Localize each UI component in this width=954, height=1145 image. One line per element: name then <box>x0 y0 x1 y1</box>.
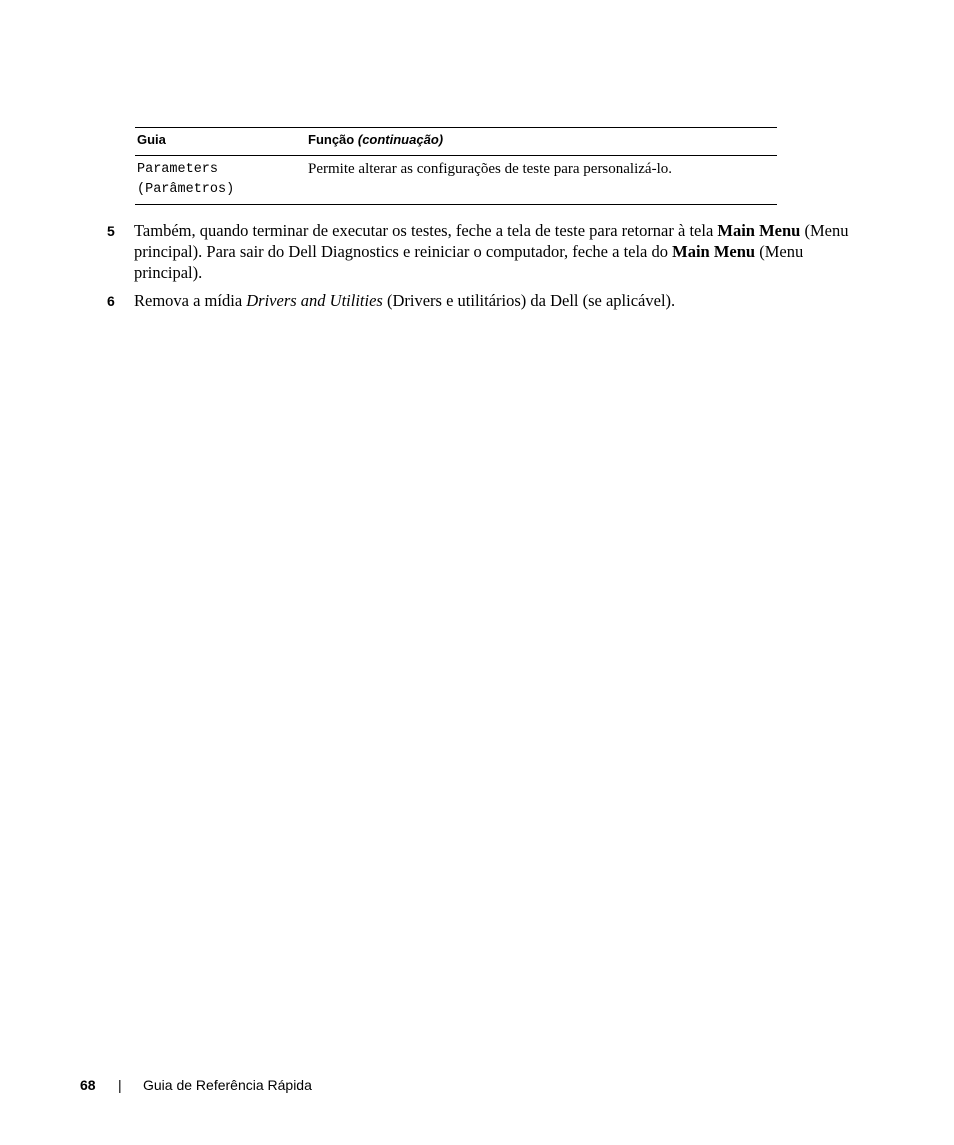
function-cell: Permite alterar as configurações de teste para personalizá-lo. <box>308 161 672 177</box>
step-text-a: Remova a mídia <box>134 291 247 310</box>
header-function-label: Função <box>308 132 355 147</box>
step-5 <box>107 220 857 283</box>
table-bottom-rule <box>135 204 777 205</box>
step-text <box>134 220 857 283</box>
document-title: Guia de Referência Rápida <box>143 1077 312 1093</box>
step-text-b: (Menu principal). Para sair do Dell Diagnostics e reiniciar o computador, feche a tela do <box>134 221 849 261</box>
table-header <box>135 128 777 155</box>
main-menu-term: Main Menu <box>672 242 756 261</box>
media-title: Drivers and Utilities <box>246 291 383 310</box>
step-6 <box>107 290 857 311</box>
step-text-c: (Menu principal). <box>134 242 804 282</box>
function-table <box>135 127 777 205</box>
table-row <box>135 156 777 204</box>
step-text-b: (Drivers e utilitários) da Dell (se aplicável). <box>382 291 676 310</box>
page-number: 68 <box>80 1077 96 1093</box>
main-menu-term: Main Menu <box>717 221 801 240</box>
step-number: 5 <box>107 223 115 239</box>
tab-name-line2: (Parâmetros) <box>137 182 235 197</box>
tab-name-line1: Parameters <box>137 162 219 177</box>
header-function-suffix: (continuação) <box>357 132 444 147</box>
tab-name-cell <box>137 160 234 200</box>
header-tab: Guia <box>137 132 166 147</box>
step-number: 6 <box>107 293 115 309</box>
footer-separator: | <box>118 1077 122 1093</box>
step-text <box>134 290 857 311</box>
header-function <box>308 132 443 147</box>
step-text-a: Também, quando terminar de executar os testes, feche a tela de teste para retornar à tela <box>134 221 718 240</box>
